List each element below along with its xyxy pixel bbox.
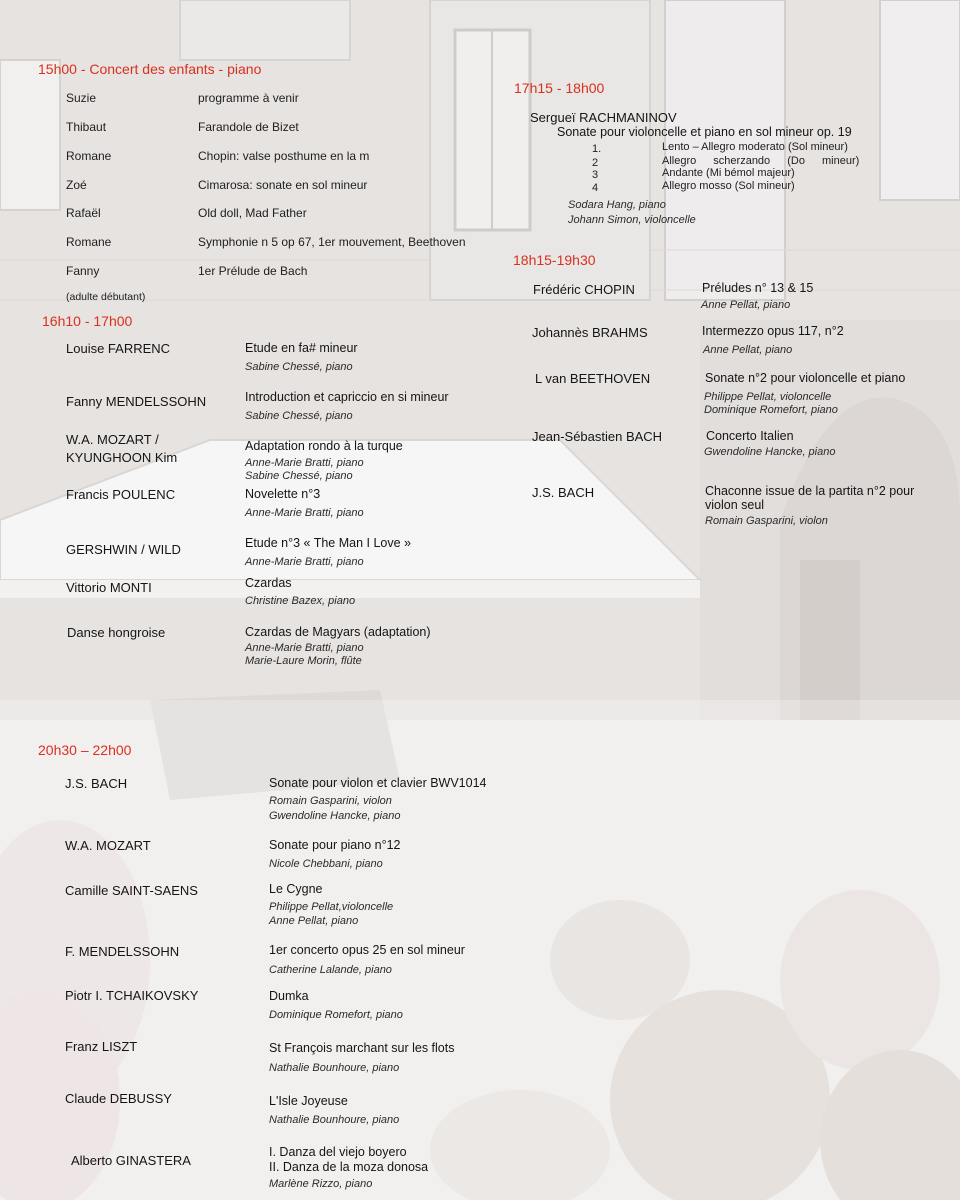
performer-name: Romane <box>66 149 112 163</box>
movement-number: 3 <box>592 169 599 181</box>
work-title: Czardas <box>245 576 292 590</box>
work-title: Czardas de Magyars (adaptation) <box>245 625 431 639</box>
performer-line: Anne Pellat, piano <box>269 915 359 927</box>
movement-number: 2 <box>592 157 599 169</box>
composer-name: Camille SAINT-SAENS <box>65 883 198 898</box>
composer-name: J.S. BACH <box>65 776 128 791</box>
work-title: Novelette n°3 <box>245 487 321 501</box>
composer-name: Claude DEBUSSY <box>65 1091 172 1106</box>
work-title: programme à venir <box>198 91 299 105</box>
work-title: I. Danza del viejo boyero <box>269 1145 407 1159</box>
performer-note: (adulte débutant) <box>66 291 146 303</box>
work-title: Dumka <box>269 989 309 1003</box>
performer-line: Anne-Marie Bratti, piano <box>245 642 364 654</box>
session-time-children: 15h00 - Concert des enfants - piano <box>38 61 262 77</box>
performer-line: Romain Gasparini, violon <box>705 515 828 527</box>
performer-name: Thibaut <box>66 120 107 134</box>
work-title: Old doll, Mad Father <box>198 206 307 220</box>
performer-line: Johann Simon, violoncelle <box>568 214 696 226</box>
performer-name: Suzie <box>66 91 97 105</box>
performer-line: Romain Gasparini, violon <box>269 795 392 807</box>
composer-name: Francis POULENC <box>66 487 176 502</box>
performer-line: Sabine Chessé, piano <box>245 470 353 482</box>
work-title: St François marchant sur les flots <box>269 1041 455 1055</box>
composer-name: L van BEETHOVEN <box>535 371 651 386</box>
work-title-line2: violon seul <box>705 498 765 512</box>
work-title: Préludes n° 13 & 15 <box>702 281 814 295</box>
work-title: Farandole de Bizet <box>198 120 299 134</box>
composer-name: Danse hongroise <box>67 625 166 640</box>
performer-name: Rafaël <box>66 206 101 220</box>
movement-title: Lento – Allegro moderato (Sol mineur) <box>662 141 848 153</box>
performer-line: Catherine Lalande, piano <box>269 964 392 976</box>
composer-name-line2: KYUNGHOON Kim <box>66 450 178 465</box>
work-title: Cimarosa: sonate en sol mineur <box>198 178 368 192</box>
composer-name: Louise FARRENC <box>66 341 171 356</box>
composer-name: Sergueï RACHMANINOV <box>530 110 677 125</box>
work-title: Introduction et capriccio en si mineur <box>245 390 449 404</box>
work-title: L'Isle Joyeuse <box>269 1094 348 1108</box>
work-title: Etude n°3 « The Man I Love » <box>245 536 411 550</box>
session-time-1610: 16h10 - 17h00 <box>42 313 133 329</box>
performer-line: Christine Bazex, piano <box>245 595 356 607</box>
work-title: Sonate pour violoncelle et piano en sol mineur op. 19 <box>557 125 852 139</box>
performer-line: Dominique Romefort, piano <box>269 1009 403 1021</box>
work-title: Sonate pour violon et clavier BWV1014 <box>269 776 487 790</box>
composer-name: F. MENDELSSOHN <box>65 944 180 959</box>
movement-number: 4 <box>592 182 599 194</box>
performer-name: Fanny <box>66 264 100 278</box>
performer-line: Anne Pellat, piano <box>701 299 791 311</box>
composer-name: W.A. MOZART <box>65 838 151 853</box>
session-time-1715: 17h15 - 18h00 <box>514 80 605 96</box>
composer-name: W.A. MOZART / <box>66 432 159 447</box>
performer-line: Marlène Rizzo, piano <box>269 1178 373 1190</box>
performer-line: Gwendoline Hancke, piano <box>704 446 836 458</box>
performer-line: Anne-Marie Bratti, piano <box>245 457 364 469</box>
composer-name: Jean-Sébastien BACH <box>532 429 663 444</box>
movement-title: Allegro scherzando (Do mineur) <box>662 155 860 167</box>
composer-name: GERSHWIN / WILD <box>66 542 181 557</box>
performer-line: Anne Pellat, piano <box>703 344 793 356</box>
work-title: Etude en fa# mineur <box>245 341 358 355</box>
performer-name: Zoé <box>66 178 87 192</box>
performer-line: Sabine Chessé, piano <box>245 410 353 422</box>
work-title: Concerto Italien <box>706 429 794 443</box>
composer-name: Frédéric CHOPIN <box>533 282 635 297</box>
work-title-line2: II. Danza de la moza donosa <box>269 1160 429 1174</box>
work-title: 1er concerto opus 25 en sol mineur <box>269 943 465 957</box>
performer-line: Nicole Chebbani, piano <box>269 858 383 870</box>
work-title: Chopin: valse posthume en la m <box>198 149 370 163</box>
work-title: Chaconne issue de la partita n°2 pour <box>705 484 915 498</box>
movement-number: 1. <box>592 143 602 155</box>
movement-title: Allegro mosso (Sol mineur) <box>662 180 795 192</box>
composer-name: Piotr I. TCHAIKOVSKY <box>65 988 199 1003</box>
work-title: Adaptation rondo à la turque <box>245 439 403 453</box>
performer-line: Anne-Marie Bratti, piano <box>245 507 364 519</box>
work-title: Le Cygne <box>269 882 323 896</box>
work-title: Sonate pour piano n°12 <box>269 838 401 852</box>
performer-name: Romane <box>66 235 112 249</box>
composer-name: Fanny MENDELSSOHN <box>66 394 207 409</box>
composer-name: Johannès BRAHMS <box>532 325 648 340</box>
composer-name: Vittorio MONTI <box>66 580 152 595</box>
performer-line: Philippe Pellat,violoncelle <box>269 901 394 913</box>
work-title: Sonate n°2 pour violoncelle et piano <box>705 371 906 385</box>
movement-title: Andante (Mi bémol majeur) <box>662 167 795 179</box>
performer-line: Sodara Hang, piano <box>568 199 666 211</box>
work-title: Intermezzo opus 117, n°2 <box>702 324 844 338</box>
performer-line: Anne-Marie Bratti, piano <box>245 556 364 568</box>
performer-line: Dominique Romefort, piano <box>704 404 838 416</box>
composer-name: Alberto GINASTERA <box>71 1153 191 1168</box>
performer-line: Sabine Chessé, piano <box>245 361 353 373</box>
performer-line: Marie-Laure Morin, flûte <box>245 655 362 667</box>
composer-name: J.S. BACH <box>532 485 595 500</box>
performer-line: Philippe Pellat, violoncelle <box>704 391 832 403</box>
performer-line: Nathalie Bounhoure, piano <box>269 1114 400 1126</box>
performer-line: Gwendoline Hancke, piano <box>269 810 401 822</box>
session-time-2030: 20h30 – 22h00 <box>38 742 132 758</box>
work-title: 1er Prélude de Bach <box>198 264 308 278</box>
session-time-1815: 18h15-19h30 <box>513 252 596 268</box>
performer-line: Nathalie Bounhoure, piano <box>269 1062 400 1074</box>
work-title: Symphonie n 5 op 67, 1er mouvement, Beethoven <box>198 235 466 249</box>
composer-name: Franz LISZT <box>65 1039 138 1054</box>
